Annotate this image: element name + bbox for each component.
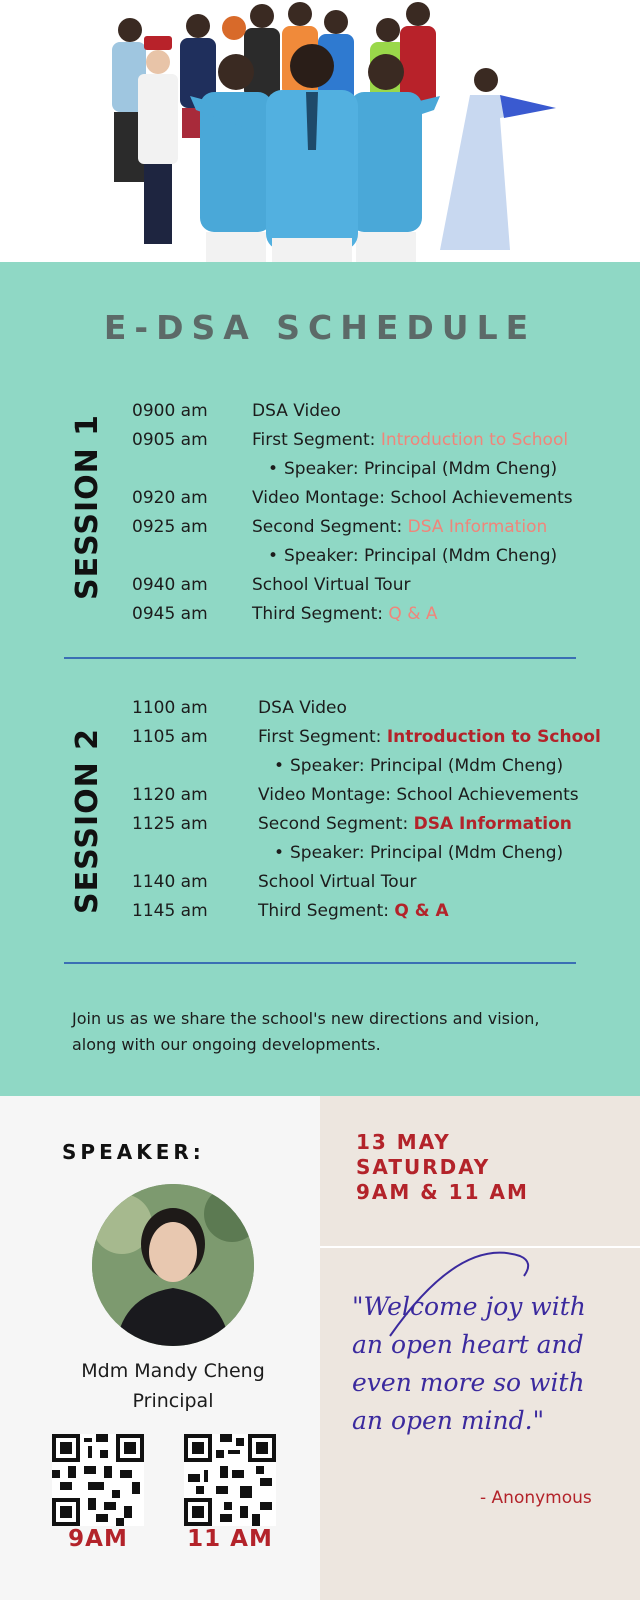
schedule-desc-text: School Virtual Tour [258,872,417,892]
event-times: 9AM & 11 AM [356,1180,529,1204]
qr-label-11am: 11 AM [187,1526,273,1552]
schedule-highlight: DSA Information [413,814,572,834]
qr-code-icon[interactable] [52,1434,144,1526]
session-1-label: SESSION 1 [70,413,105,600]
speaker-heading: SPEAKER: [62,1140,205,1164]
schedule-desc-text: DSA Video [258,698,347,718]
schedule-desc [258,897,449,926]
schedule-desc [252,426,568,455]
schedule-time: 0945 am [132,604,208,624]
schedule-time: 0920 am [132,488,208,508]
schedule-desc-text: Speaker: Principal (Mdm Cheng) [284,459,558,479]
schedule-desc [252,600,437,629]
schedule-desc-text: Third Segment: [258,901,395,921]
schedule-time: 0900 am [132,401,208,421]
schedule-desc-text: School Virtual Tour [252,575,411,595]
schedule-time: 1125 am [132,814,208,834]
speaker-photo [92,1184,254,1346]
schedule-desc [258,810,572,839]
schedule-desc-text: First Segment: [252,430,381,450]
student-figure [400,2,436,106]
schedule-highlight: DSA Information [407,517,548,537]
schedule-time: 1120 am [132,785,208,805]
schedule-desc [252,513,547,542]
schedule-time: 1145 am [132,901,208,921]
dancer-figure [440,68,556,250]
schedule-title: E-DSA SCHEDULE [103,308,537,347]
event-day: SATURDAY [356,1155,491,1179]
schedule-desc-text: Video Montage: School Achievements [258,785,579,805]
hero-students-image [0,0,640,262]
section-divider [64,962,576,964]
event-details-panel [320,1096,640,1600]
schedule-highlight: Q & A [388,604,438,624]
event-date: 13 MAY [356,1130,451,1154]
schedule-highlight: Introduction to School [380,430,569,450]
schedule-time: 0925 am [132,517,208,537]
schedule-highlight: Introduction to School [386,727,601,747]
bullet-icon: • [268,459,279,479]
schedule-panel [0,262,640,1096]
speaker-role: Principal [132,1390,214,1412]
schedule-desc-text: DSA Video [252,401,341,421]
qr-code-icon[interactable] [184,1434,276,1526]
schedule-desc-text: Second Segment: [252,517,408,537]
qr-label-9am: 9AM [68,1526,128,1552]
bullet-icon: • [274,843,285,863]
schedule-time: 1105 am [132,727,208,747]
schedule-desc [258,723,601,752]
schedule-desc-text: First Segment: [258,727,387,747]
schedule-desc-text: Second Segment: [258,814,414,834]
schedule-desc-text: Third Segment: [252,604,389,624]
bullet-icon: • [274,756,285,776]
schedule-desc-text: Speaker: Principal (Mdm Cheng) [284,546,558,566]
quote-text: "Welcome joy with an open heart and even more so with an open mind." [352,1292,586,1435]
speaker-name: Mdm Mandy Cheng [81,1360,265,1382]
schedule-time: 0940 am [132,575,208,595]
schedule-time: 1100 am [132,698,208,718]
speaker-panel [0,1096,320,1600]
event-blurb: Join us as we share the school's new directions and vision, along with our ongoing developments. [72,1009,540,1054]
schedule-desc-text: Speaker: Principal (Mdm Cheng) [290,756,564,776]
schedule-desc-text: Video Montage: School Achievements [252,488,573,508]
schedule-highlight: Q & A [394,901,449,921]
session-2-label: SESSION 2 [70,727,105,914]
schedule-time: 1140 am [132,872,208,892]
bullet-icon: • [268,546,279,566]
section-divider [64,657,576,659]
schedule-desc-text: Speaker: Principal (Mdm Cheng) [290,843,564,863]
schedule-desc [252,397,341,426]
quote-author: - Anonymous [480,1488,592,1508]
schedule-time: 0905 am [132,430,208,450]
